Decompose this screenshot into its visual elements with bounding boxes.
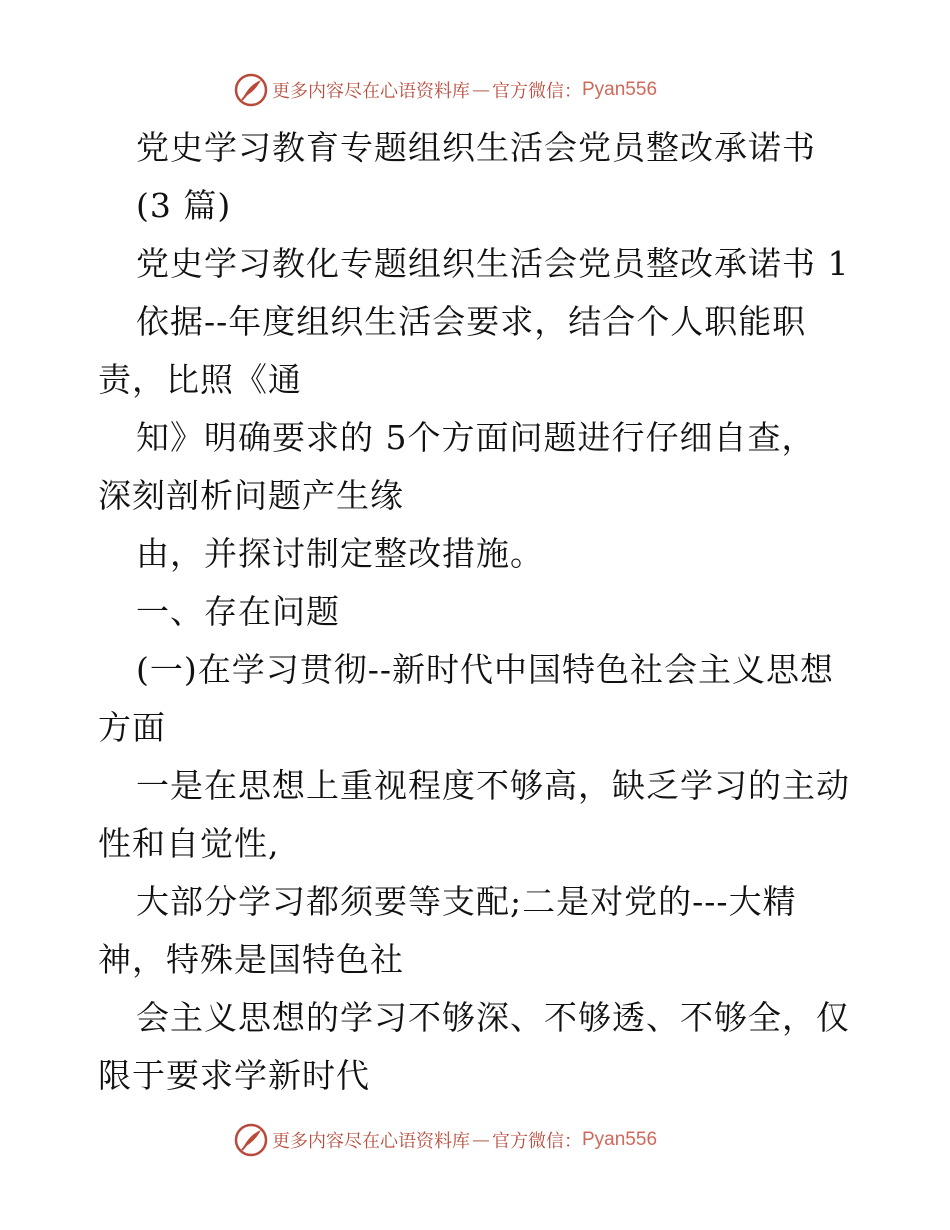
doc-line: 责，比照《通 xyxy=(98,360,302,399)
watermark-label: 官方微信： xyxy=(492,1131,582,1152)
doc-line: 方面 xyxy=(98,708,166,747)
watermark-wechat-id: Pyan556 xyxy=(582,79,658,100)
watermark-header xyxy=(234,72,657,108)
doc-line: 会主义思想的学习不够深、不够透、不够全，仅 xyxy=(136,998,850,1037)
doc-title-line-1: 党史学习教育专题组织生活会党员整改承诺书 xyxy=(136,128,816,167)
subsection-heading: (一)在学习贯彻--新时代中国特色社会主义思想 xyxy=(136,650,835,689)
doc-line: 性和自觉性, xyxy=(98,824,280,863)
feather-pen-logo-icon xyxy=(234,73,268,107)
doc-title-line-2: (3 篇) xyxy=(136,186,232,225)
section-heading: 一、存在问题 xyxy=(136,592,340,631)
feather-pen-logo-icon xyxy=(234,1123,268,1157)
doc-line: 依据--年度组织生活会要求，结合个人职能职 xyxy=(136,302,807,341)
watermark-brand: 更多内容尽在心语资料库 xyxy=(272,81,470,102)
doc-line: 由，并探讨制定整改措施。 xyxy=(136,534,544,573)
watermark-footer xyxy=(234,1122,657,1158)
doc-subtitle: 党史学习教化专题组织生活会党员整改承诺书 1 xyxy=(136,244,850,283)
doc-line: 限于要求学新时代 xyxy=(98,1056,370,1095)
doc-line: 知》明确要求的 5个方面问题进行仔细自查， xyxy=(136,418,816,457)
doc-line: 深刻剖析问题产生缘 xyxy=(98,476,404,515)
watermark-brand: 更多内容尽在心语资料库 xyxy=(272,1131,470,1152)
doc-line: 神，特殊是国特色社 xyxy=(98,940,404,979)
doc-line: 一是在思想上重视程度不够高，缺乏学习的主动 xyxy=(136,766,850,805)
watermark-label: 官方微信： xyxy=(492,81,582,102)
watermark-wechat-id: Pyan556 xyxy=(582,1129,658,1150)
watermark-separator: — xyxy=(472,79,490,101)
doc-line: 大部分学习都须要等支配;二是对党的---大精 xyxy=(136,882,797,921)
watermark-separator: — xyxy=(472,1129,490,1151)
